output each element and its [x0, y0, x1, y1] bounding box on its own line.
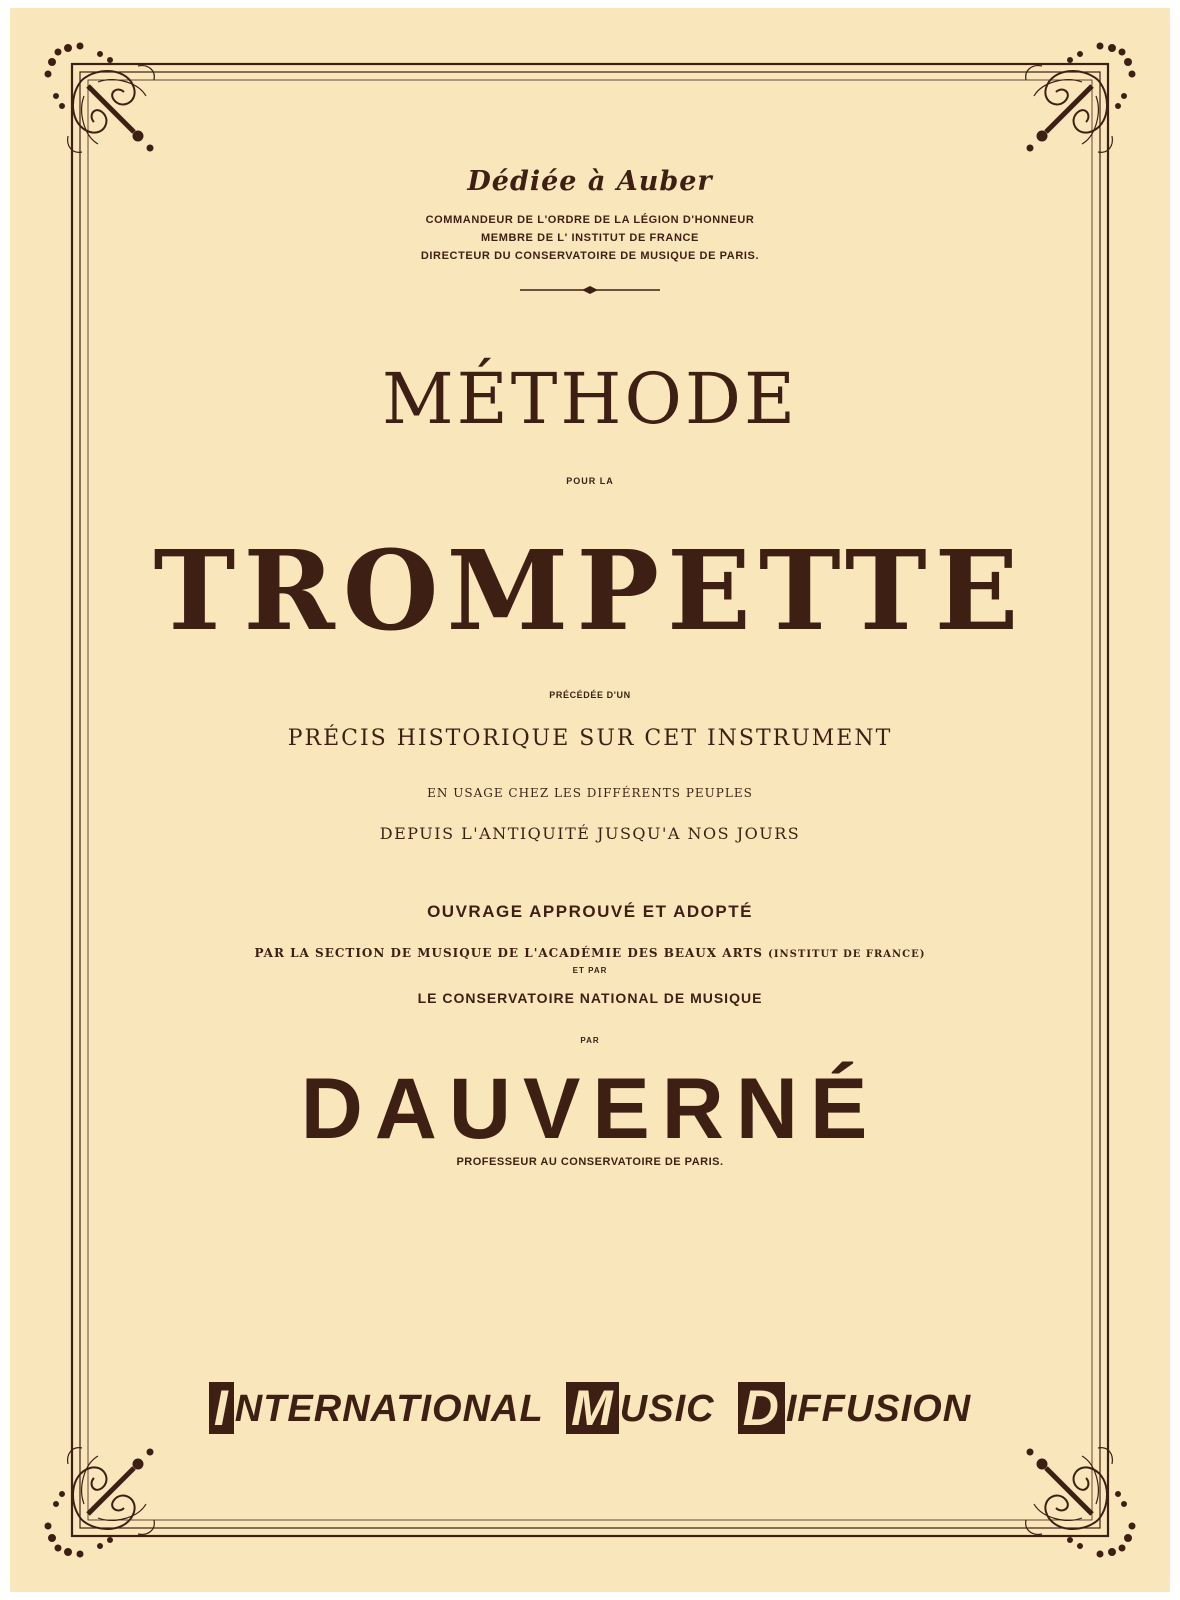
corner-ornament-icon: [45, 43, 154, 152]
subtitle-line-3: DEPUIS L'ANTIQUITÉ JUSQU'A NOS JOURS: [379, 824, 801, 843]
approval-and-by: ET PAR: [572, 966, 608, 975]
ornamental-border: [10, 8, 1170, 1592]
title-connector: POUR LA: [566, 476, 614, 486]
publisher-name: [10, 1382, 1170, 1434]
cover-page: [10, 8, 1170, 1592]
dedicatee-title-2: MEMBRE DE L' INSTITUT DE FRANCE: [481, 232, 699, 244]
approval-line-1: [10, 946, 1170, 960]
author-title: PROFESSEUR AU CONSERVATOIRE DE PARIS.: [456, 1156, 724, 1168]
by-label: PAR: [580, 1036, 600, 1045]
approval-academy: PAR LA SECTION DE MUSIQUE DE L'ACADÉMIE DES BEAUX ARTS: [254, 946, 763, 960]
publisher-initial-m: M: [566, 1382, 619, 1434]
approval-line-2: LE CONSERVATOIRE NATIONAL DE MUSIQUE: [417, 990, 763, 1006]
preceded-by: PRÉCÉDÉE D'UN: [549, 690, 631, 700]
subtitle-line-2: EN USAGE CHEZ LES DIFFÉRENTS PEUPLES: [427, 786, 753, 800]
divider-ornament-icon: [520, 284, 660, 296]
author-name: DAUVERNÉ: [300, 1061, 880, 1157]
dedicatee-title-3: DIRECTEUR DU CONSERVATOIRE DE MUSIQUE DE PARIS.: [420, 250, 760, 262]
approval-institut: (INSTITUT DE FRANCE): [768, 949, 926, 960]
publisher-word-1: NTERNATIONAL: [234, 1388, 543, 1430]
subtitle-line-1: PRÉCIS HISTORIQUE SUR CET INSTRUMENT: [287, 726, 893, 751]
publisher-initial-i: I: [209, 1382, 234, 1434]
publisher-word-3: IFFUSION: [785, 1388, 972, 1430]
publisher-word-2: USIC: [619, 1388, 715, 1430]
publisher-initial-d: D: [738, 1382, 785, 1434]
dedicatee-title-1: COMMANDEUR DE L'ORDRE DE LA LÉGION D'HONNEUR: [425, 214, 755, 226]
approval-heading: OUVRAGE APPROUVÉ ET ADOPTÉ: [427, 902, 753, 921]
instrument-title: TROMPETTE: [153, 526, 1027, 655]
page-title: MÉTHODE: [381, 358, 799, 440]
dedication: Dédiée à Auber: [467, 166, 713, 197]
